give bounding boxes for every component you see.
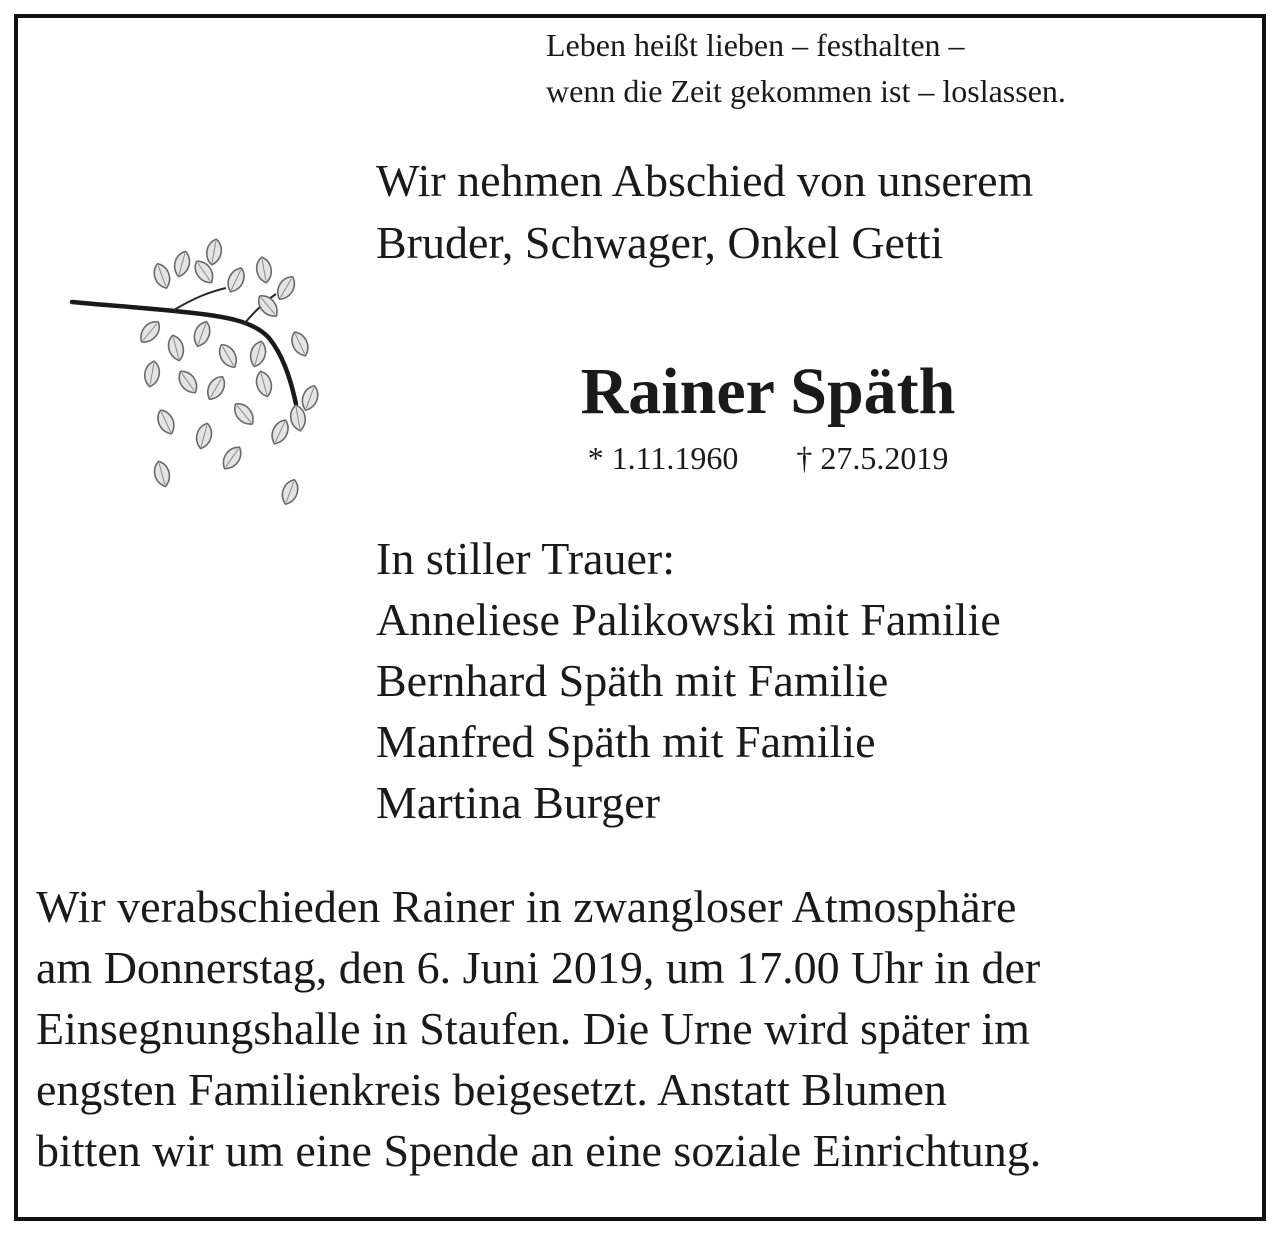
- death-date: † 27.5.2019: [796, 440, 949, 476]
- motto-line-2: wenn die Zeit gekommen ist – loslassen.: [546, 73, 1066, 109]
- mourners-heading: In stiller Trauer:: [376, 533, 675, 584]
- deceased-name: Rainer Späth: [580, 355, 956, 428]
- leafy-branch-icon: [54, 236, 324, 512]
- intro-line-1: Wir nehmen Abschied von unserem: [376, 155, 1034, 206]
- mourners-list: [376, 528, 1001, 833]
- motto-line-1: Leben heißt lieben – festhalten –: [546, 27, 965, 63]
- mourner-name: Martina Burger: [376, 777, 661, 828]
- notice-line: Einsegnungshalle in Staufen. Die Urne wird später im: [36, 1003, 1030, 1054]
- mourner-name: Anneliese Palikowski mit Familie: [376, 594, 1001, 645]
- motto: [546, 22, 1066, 114]
- life-dates: [376, 436, 1160, 480]
- notice-line: am Donnerstag, den 6. Juni 2019, um 17.00 Uhr in der: [36, 942, 1041, 993]
- notice-line: engsten Familienkreis beigesetzt. Anstatt Blumen: [36, 1064, 947, 1115]
- notice-line: bitten wir um eine Spende an eine soziale Einrichtung.: [36, 1125, 1042, 1176]
- funeral-notice: [36, 876, 1041, 1181]
- notice-line: Wir verabschieden Rainer in zwangloser Atmosphäre: [36, 881, 1017, 932]
- birth-date: * 1.11.1960: [587, 440, 739, 476]
- intro-line-2: Bruder, Schwager, Onkel Getti: [376, 217, 944, 268]
- mourner-name: Manfred Späth mit Familie: [376, 716, 876, 767]
- mourner-name: Bernhard Späth mit Familie: [376, 655, 889, 706]
- intro-text: [376, 150, 1033, 274]
